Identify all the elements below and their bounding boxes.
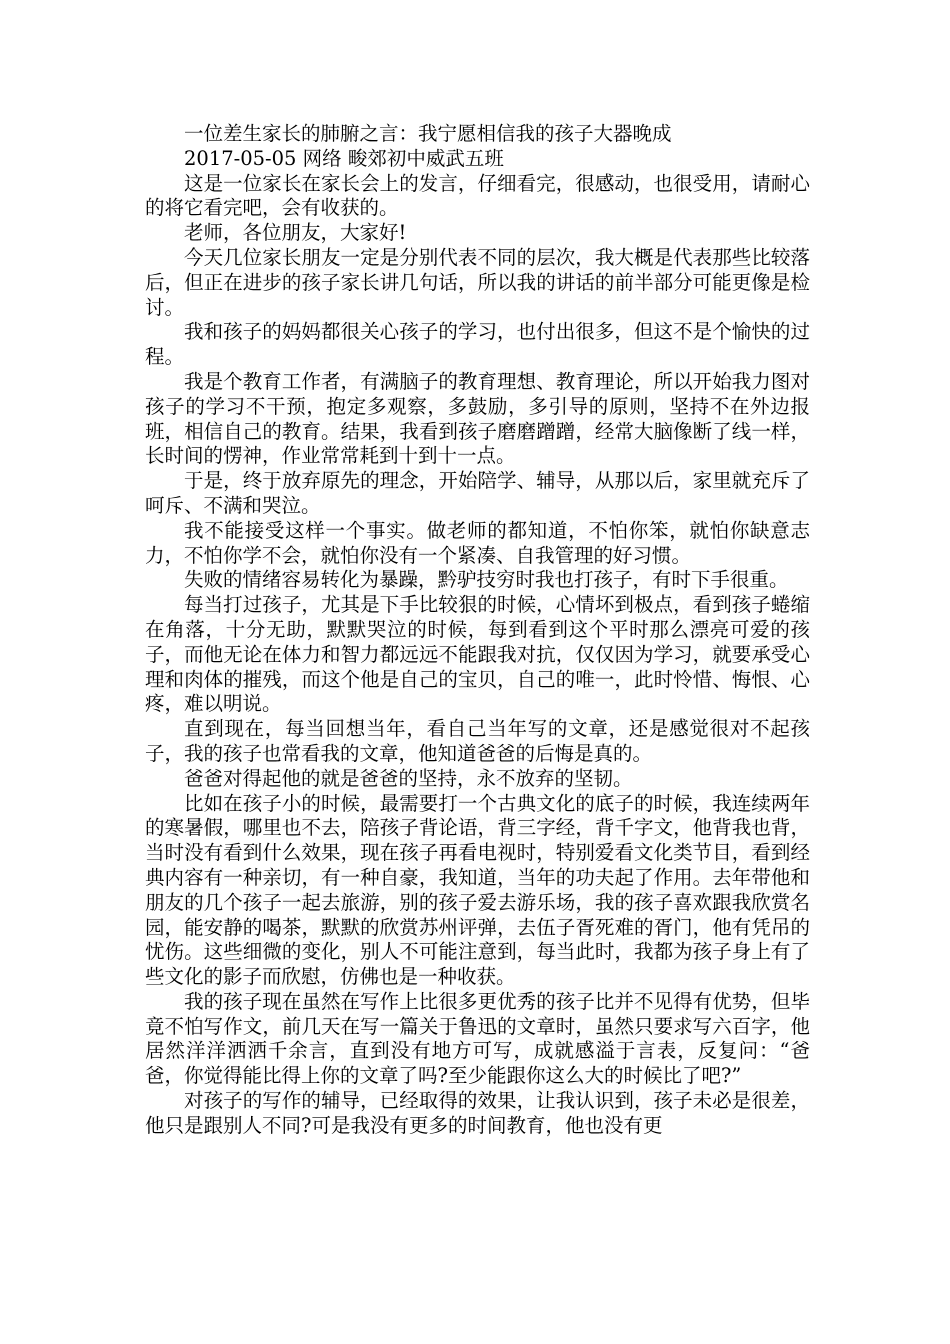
- paragraph: 这是一位家长在家长会上的发言，仔细看完，很感动，也很受用，请耐心的将它看完吧，会有收获的。: [145, 171, 810, 220]
- document-page: [145, 122, 810, 1139]
- paragraph: 我和孩子的妈妈都很关心孩子的学习，也付出很多，但这不是个愉快的过程。: [145, 320, 810, 369]
- paragraph: 我不能接受这样一个事实。做老师的都知道，不怕你笨，就怕你缺意志力，不怕你学不会，就怕你没有一个紧凑、自我管理的好习惯。: [145, 518, 810, 567]
- paragraph: 失败的情绪容易转化为暴躁，黔驴技穷时我也打孩子，有时下手很重。: [184, 568, 789, 592]
- paragraph: 爸爸对得起他的就是爸爸的坚持，永不放弃的坚韧。: [184, 766, 633, 790]
- article-meta: 2017-05-05 网络 畯郊初中威武五班: [184, 146, 504, 170]
- paragraph: 老师，各位朋友，大家好!: [184, 221, 407, 245]
- paragraph: 比如在孩子小的时候，最需要打一个古典文化的底子的时候，我连续两年的寒暑假，哪里也不去，陪孩子背论语，背三字经，背千字文，他背我也背，当时没有看到什么效果，现在孩子再看电视时，特别爱看文化类节目，看到经典内容有一种亲切，有一种自豪，我知道，当年的功夫起了作用。去年带他和朋友的几个孩子一起去旅游，别的孩子爱去游乐场，我的孩子喜欢跟我欣赏名园，能安静的喝茶，默默的欣赏苏州评弹，去伍子胥死难的胥门，他有凭吊的忧伤。这些细微的变化，别人不可能注意到，每当此时，我都为孩子身上有了些文化的影子而欣慰，仿佛也是一种收获。: [145, 791, 810, 989]
- paragraph: 对孩子的写作的辅导，已经取得的效果，让我认识到，孩子未必是很差，他只是跟别人不同?可是我没有更多的时间教育，他也没有更: [145, 1089, 810, 1137]
- paragraph: 于是，终于放弃原先的理念，开始陪学、辅导，从那以后，家里就充斥了呵斥、不满和哭泣。: [145, 469, 810, 517]
- paragraph: 我是个教育工作者，有满脑子的教育理想、教育理论，所以开始我力图对孩子的学习不干预，抱定多观察，多鼓励，多引导的原则，坚持不在外边报班，相信自己的教育。结果，我看到孩子磨磨蹭蹭，经常大脑像断了线一样，长时间的愣神，作业常常耗到十到十一点。: [145, 369, 810, 468]
- paragraph: 我的孩子现在虽然在写作上比很多更优秀的孩子比并不见得有优势，但毕竟不怕写作文，前几天在写一篇关于鲁迅的文章时，虽然只要求写六百字，他居然洋洋洒洒千余言，直到没有地方可写，成就感溢于言表，反复问：“爸爸，你觉得能比得上你的文章了吗?至少能跟你这么大的时候比了吧?”: [145, 989, 810, 1088]
- paragraph: 今天几位家长朋友一定是分别代表不同的层次，我大概是代表那些比较落后，但正在进步的孩子家长讲几句话，所以我的讲话的前半部分可能更像是检讨。: [145, 245, 810, 319]
- article-title: 一位差生家长的肺腑之言：我宁愿相信我的孩子大器晚成: [184, 122, 672, 145]
- paragraph: 直到现在，每当回想当年，看自己当年写的文章，还是感觉很对不起孩子，我的孩子也常看我的文章，他知道爸爸的后悔是真的。: [145, 717, 810, 765]
- paragraph: 每当打过孩子，尤其是下手比较狠的时候，心情坏到极点，看到孩子蜷缩在角落，十分无助，默默哭泣的时候，每到看到这个平时那么漂亮可爱的孩子，而他无论在体力和智力都远远不能跟我对抗，仅仅因为学习，就要承受心理和肉体的摧残，而这个他是自己的宝贝，自己的唯一，此时怜惜、悔恨、心疼，难以明说。: [145, 593, 810, 716]
